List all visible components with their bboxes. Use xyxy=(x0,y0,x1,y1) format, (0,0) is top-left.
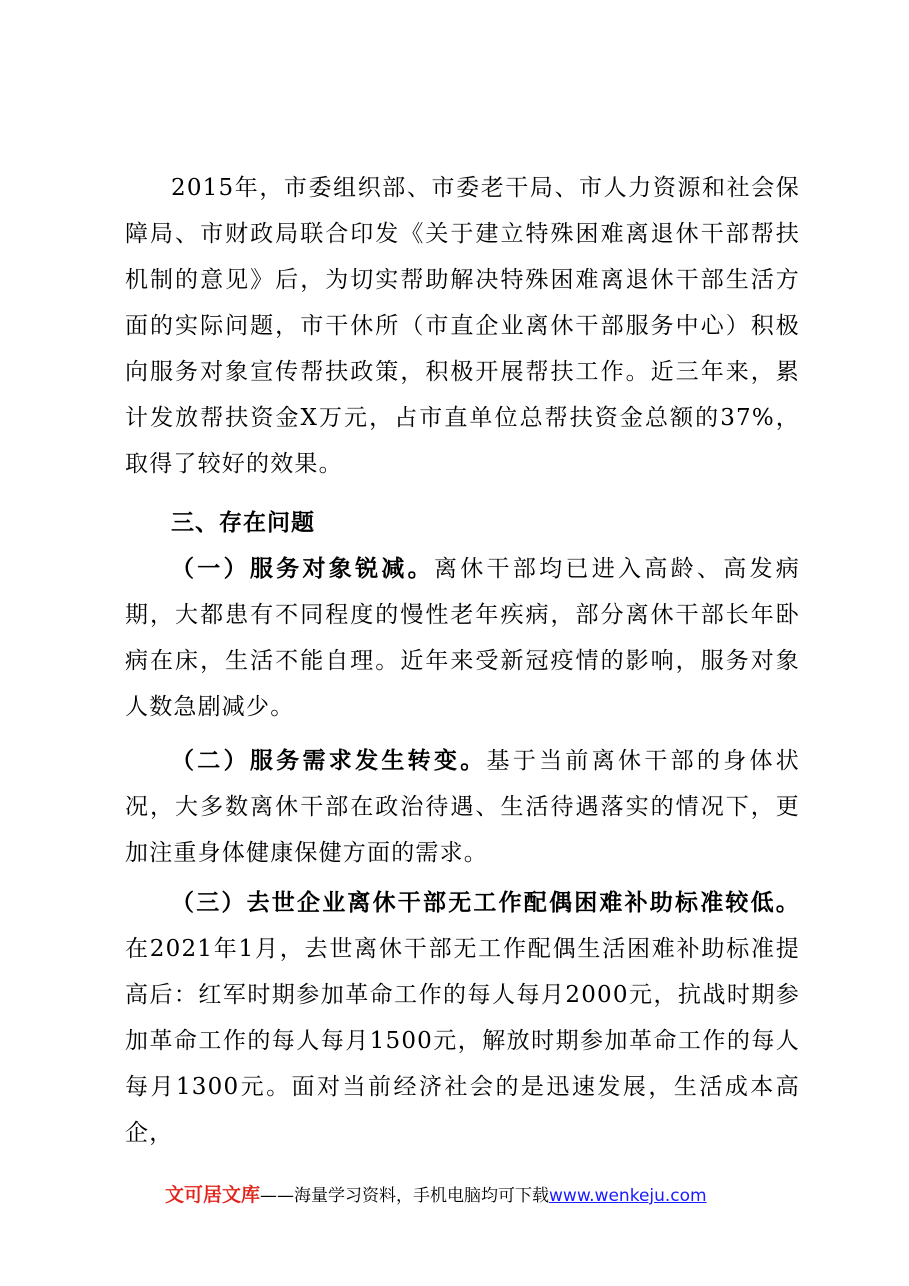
issue-2-paragraph xyxy=(125,738,800,876)
issue-3-body: 在2021年1月，去世离休干部无工作配偶生活困难补助标准提高后：红军时期参加革命工作的每人每月2000元，抗战时期参加革命工作的每人每月1500元，解放时期参加革命工作的每人每月1300元。面对当前经济社会的是迅速发展，生活成本高企， xyxy=(125,936,800,1146)
issue-1-lead: （一）服务对象锐减。 xyxy=(171,556,434,582)
issue-2-body: 基于当前离休干部的身体状况，大多数离休干部在政治待遇、生活待遇落实的情况下，更加注重身体健康保健方面的需求。 xyxy=(125,748,800,866)
paragraph-background-text: 2015年，市委组织部、市委老干局、市人力资源和社会保障局、市财政局联合印发《关于建立特殊困难离退休干部帮扶机制的意见》后，为切实帮助解决特殊困难离退休干部生活方面的实际问题，市干休所（市直企业离休干部服务中心）积极向服务对象宣传帮扶政策，积极开展帮扶工作。近三年来，累计发放帮扶资金X万元，占市直单位总帮扶资金总额的37%，取得了较好的效果。 xyxy=(125,175,800,477)
section-heading: 三、存在问题 xyxy=(171,510,315,536)
issue-3-paragraph xyxy=(125,880,800,1156)
footer-link[interactable]: www.wenkeju.com xyxy=(549,1186,707,1206)
issue-3-lead: （三）去世企业离休干部无工作配偶困难补助标准较低。 xyxy=(171,890,800,916)
issue-2-lead: （二）服务需求发生转变。 xyxy=(171,748,487,774)
footer-banner xyxy=(165,1180,805,1211)
issue-1-body: 离休干部均已进入高龄、高发病期，大都患有不同程度的慢性老年疾病，部分离休干部长年卧病在床，生活不能自理。近年来受新冠疫情的影响，服务对象人数急剧减少。 xyxy=(125,556,800,720)
footer-brand: 文可居文库 xyxy=(165,1184,261,1206)
footer-tagline: ——海量学习资料，手机电脑均可下载 xyxy=(260,1186,550,1206)
paragraph-background xyxy=(125,165,800,487)
issue-1-paragraph xyxy=(125,546,800,730)
